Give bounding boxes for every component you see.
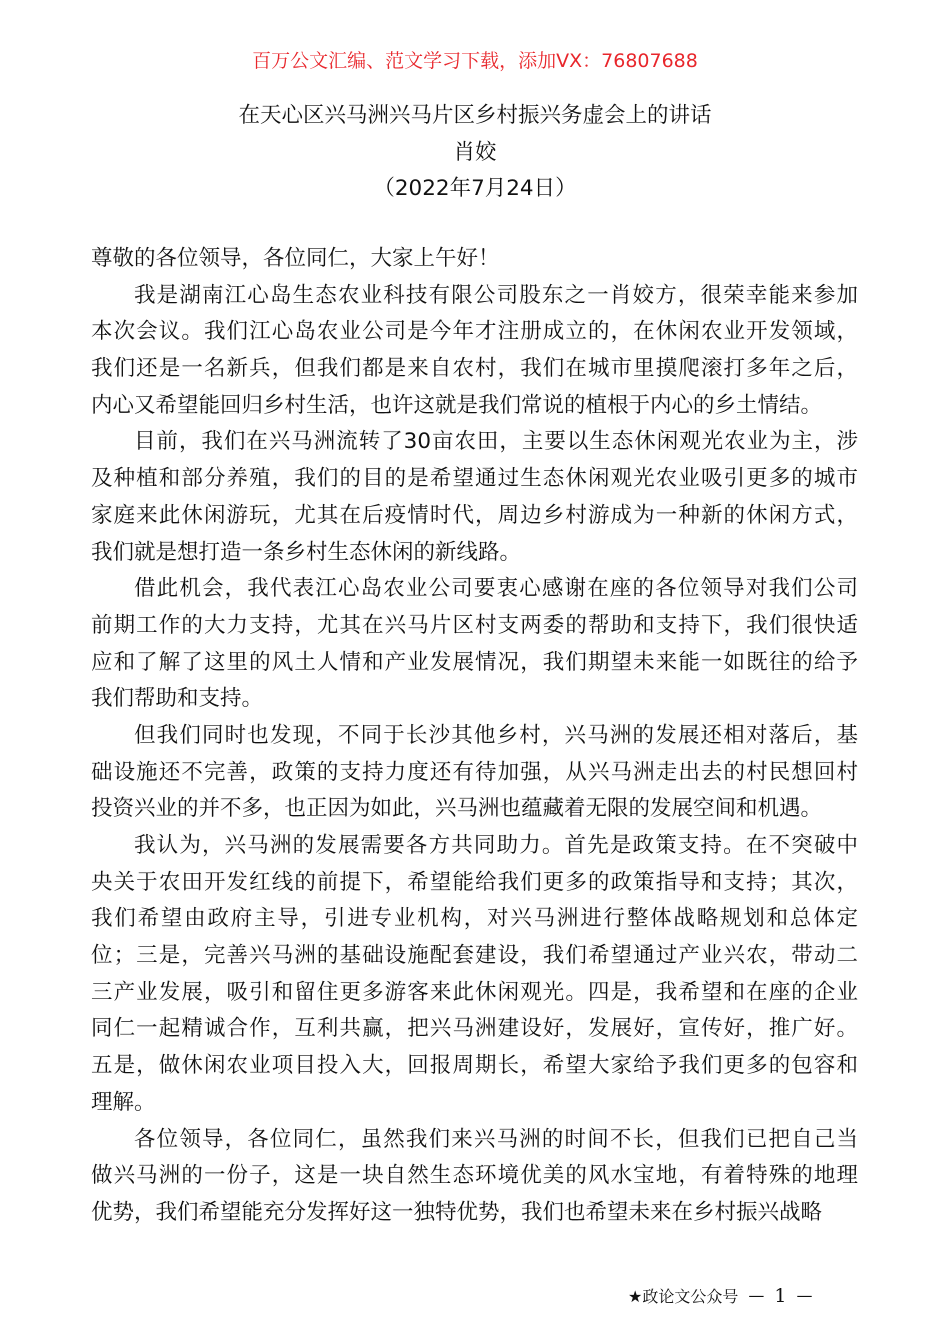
text-line: 各位领导，各位同仁，虽然我们来兴马洲的时间不长，但我们已把自己当 — [134, 1126, 858, 1152]
text-line: 我认为，兴马洲的发展需要各方共同助力。首先是政策支持。在不突破中 — [134, 833, 858, 858]
text-line: 我是湖南江心岛生态农业科技有限公司股东之一肖姣方，很荣幸能来参加 — [134, 282, 858, 308]
text-line: 本次会议。我们江心岛农业公司是今年才注册成立的，在休闲农业开发领域， — [91, 319, 858, 345]
document-title: 在天心区兴马洲兴马片区乡村振兴务虚会上的讲话 — [238, 103, 712, 128]
text-line: 五是，做休闲农业项目投入大，回报周期长，希望大家给予我们更多的包容和 — [91, 1053, 858, 1079]
text-line: 优势，我们希望能充分发挥好这一独特优势，我们也希望未来在乡村振兴战略 — [91, 1199, 823, 1225]
watermark-banner: 百万公文汇编、范文学习下载，添加VX：76807688 — [252, 50, 698, 72]
text-line: 三产业发展，吸引和留住更多游客来此休闲观光。四是，我希望和在座的企业 — [91, 979, 858, 1005]
paragraph — [91, 718, 858, 828]
text-line: 内心又希望能回归乡村生活，也许这就是我们常说的植根于内心的乡土情结。 — [91, 392, 823, 418]
text-line: 前期工作的大力支持，尤其在兴马片区村支两委的帮助和支持下，我们很快适 — [91, 612, 858, 638]
footer-dash-left: — — [748, 1286, 765, 1305]
text-line: 我们希望由政府主导，引进专业机构，对兴马洲进行整体战略规划和总体定 — [91, 906, 858, 932]
paragraph — [91, 1122, 858, 1232]
paragraph — [91, 571, 858, 718]
text-line: 我们就是想打造一条乡村生态休闲的新线路。 — [91, 539, 522, 565]
text-line: 我们帮助和支持。 — [91, 686, 264, 712]
speech-date: （2022年7月24日） — [373, 176, 577, 201]
text-line: 及种植和部分养殖，我们的目的是希望通过生态休闲观光农业吸引更多的城市 — [91, 466, 858, 492]
text-line: 尊敬的各位领导，各位同仁，大家上午好！ — [91, 246, 500, 271]
text-line: 家庭来此休闲游玩，尤其在后疫情时代，周边乡村游成为一种新的休闲方式， — [91, 502, 858, 528]
text-line: 做兴马洲的一份子，这是一块自然生态环境优美的风水宝地，有着特殊的地理 — [91, 1163, 858, 1189]
text-line: 目前，我们在兴马洲流转了30亩农田，主要以生态休闲观光农业为主，涉 — [134, 429, 858, 455]
text-line: 位；三是，完善兴马洲的基础设施配套建设，我们希望通过产业兴农，带动二 — [91, 943, 858, 969]
paragraph — [91, 241, 858, 278]
footer-source: ★政论文公众号 — [628, 1287, 739, 1306]
text-line: 应和了解了这里的风土人情和产业发展情况，我们期望未来能一如既往的给予 — [91, 649, 858, 675]
document-body — [91, 241, 858, 1232]
text-line: 央关于农田开发红线的前提下，希望能给我们更多的政策指导和支持；其次， — [91, 869, 858, 895]
text-line: 同仁一起精诚合作，互利共赢，把兴马洲建设好，发展好，宣传好，推广好。 — [91, 1016, 858, 1042]
page-footer — [628, 1284, 812, 1307]
paragraph — [91, 278, 858, 425]
page-number: 1 — [774, 1284, 787, 1307]
text-line: 借此机会，我代表江心岛农业公司要衷心感谢在座的各位领导对我们公司 — [134, 576, 858, 602]
text-line: 我们还是一名新兵，但我们都是来自农村，我们在城市里摸爬滚打多年之后， — [91, 356, 858, 382]
paragraph — [91, 424, 858, 571]
text-line: 础设施还不完善，政策的支持力度还有待加强，从兴马洲走出去的村民想回村 — [91, 759, 858, 785]
text-line: 但我们同时也发现，不同于长沙其他乡村，兴马洲的发展还相对落后，基 — [134, 722, 858, 748]
paragraph — [91, 828, 858, 1122]
text-line: 理解。 — [91, 1089, 156, 1115]
footer-dash-right: — — [796, 1286, 813, 1305]
author-name: 肖姣 — [453, 140, 497, 165]
text-line: 投资兴业的并不多，也正因为如此，兴马洲也蕴藏着无限的发展空间和机遇。 — [91, 796, 823, 822]
